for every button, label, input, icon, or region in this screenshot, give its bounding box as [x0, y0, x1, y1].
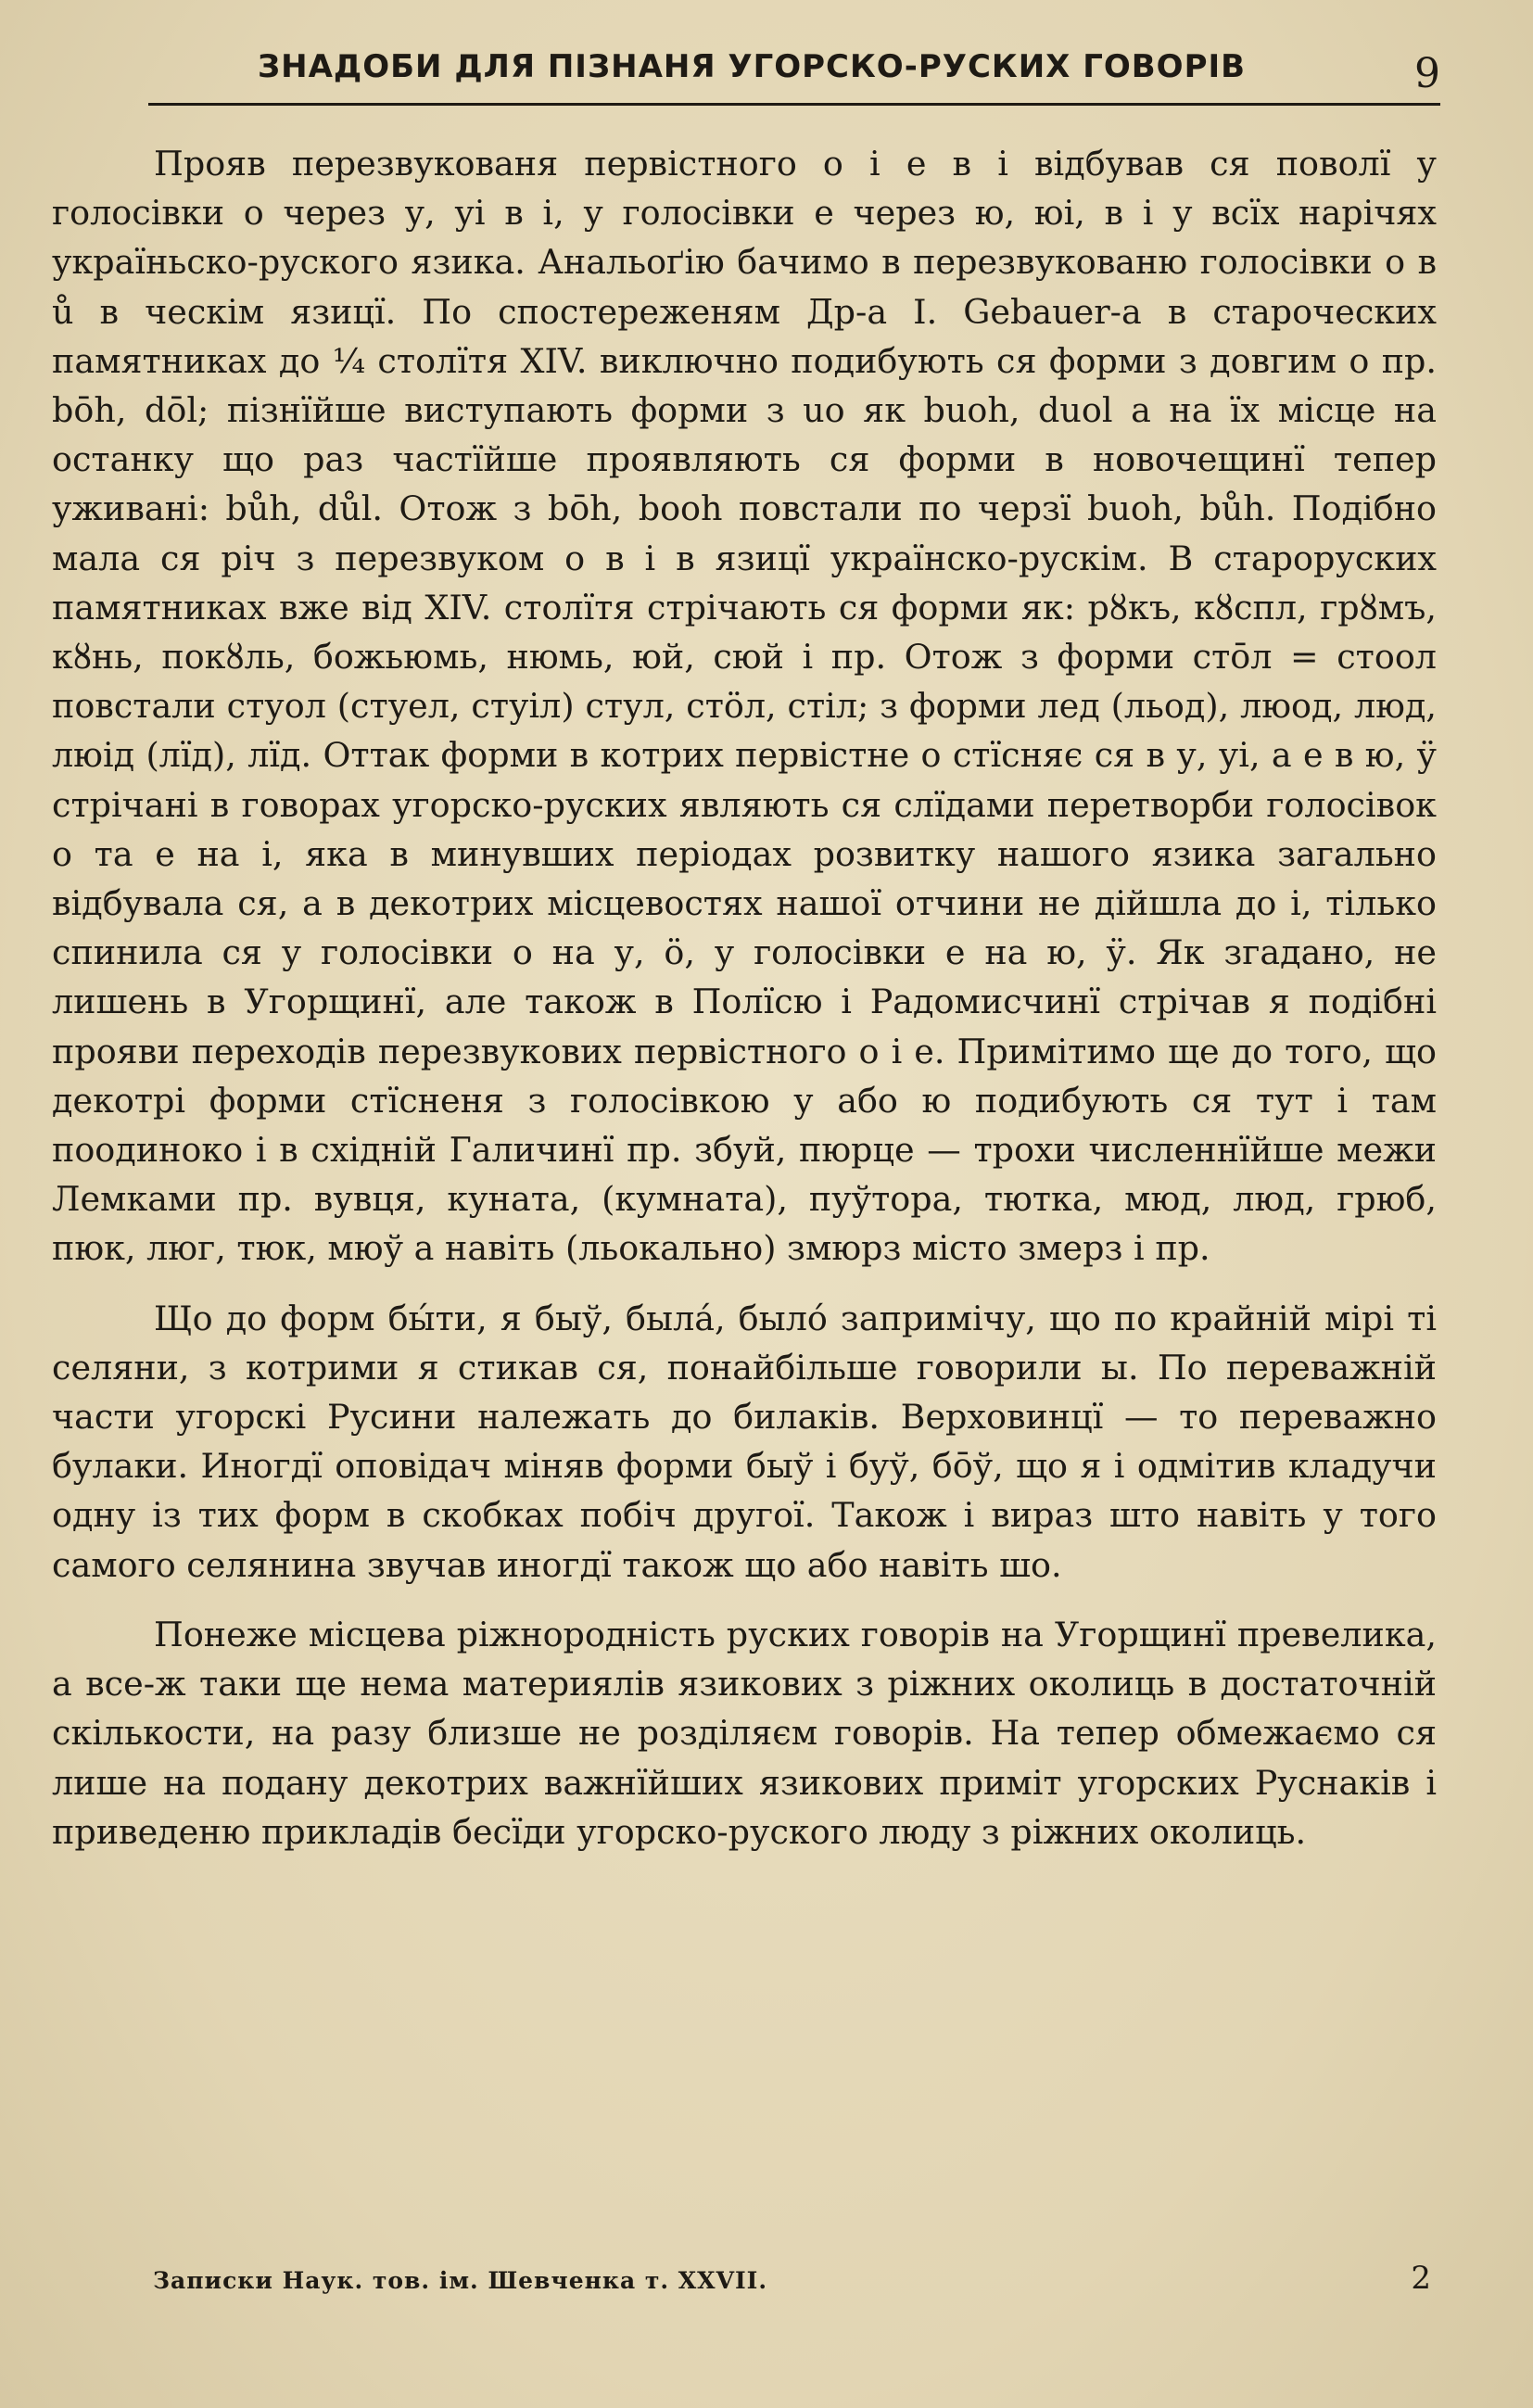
page-number: 9: [1414, 50, 1440, 97]
paragraph-3: Понеже місцева ріжнородність руских говорів на Угорщинї превелика, а все-ж таки ще нема материялів язикових з ріжних околиць в достаточній скількости, на разу близше не розділяєм говорів. На тепер обмежаємо ся лише на подану декотрих важнїйших язикових приміт угорских Руснаків і приведеню прикладів бесїди угорско-руского люду з ріжних околиць.: [52, 1614, 1437, 1852]
running-title: ЗНАДОБИ ДЛЯ ПІЗНАНЯ УГОРСКО-РУСКИХ ГОВОРІВ: [258, 48, 1247, 85]
page-footer: [153, 2260, 1440, 2306]
paragraph-1: Прояв перезвукованя первістного о і е в і відбував ся поволї у голосівки о через у, уі в і, у голосівки е через ю, юі, в і у всїх нарічях україньско-руского язика. Анальоґію бачимо в перезвукованю голосівки о в ů в ческім язицї. По спостереженям Др-а І. Gebauer-а в староческих памятниках до ¼ столїтя XIV. виключно подибують ся форми з довгим о пр. bōh, dōl; пізнїйше виступають форми з uo як buoh, duol а на їх місце на останку що раз частїйше проявляють ся форми в новочещинї тепер уживані: bůh, důl. Отож з bōh, booh повстали по черзї buoh, bůh. Подібно мала ся річ з перезвуком о в і в язицї українско-рускім. В староруских памятниках вже від XIV. столїтя стрічають ся форми як: рȣкъ, кȣспл, грȣмъ, кȣнь, покȣль, божьюмь, нюмь, юй, сюй і пр. Отож з форми стōл = стоол повстали стуол (стуел, стуіл) стул, стöл, стіл; з форми лед (льод), люод, люд, люід (лїд), лїд. Оттак форми в котрих первістне о стїсняє ся в у, уі, а е в ю, ӱ стрічані в говорах угорско-руских являють ся слїдами перетворби голосівок о та е на і, яка в минувших періодах розвитку нашого язика загально відбувала ся, а в декотрих місцевостях нашої отчини не дійшла до і, тілько спинила ся у голосівки о на у, ö, у голосівки е на ю, ӱ. Як згадано, не лишень в Угорщинї, але також в Полїсю і Радомисчинї стрічав я подібні прояви переходів перезвукових первістного о і е. Примітимо ще до того, що декотрі форми стїсненя з голосівкою у або ю подибують ся тут і там поодиноко і в східній Галичинї пр. збуй, пюрце — трохи численнїйше межи Лемками пр. вувця, куната, (кумната), пуўтора, тютка, мюд, люд, грюб, пюк, люг, тюк, мюў а навіть (льокально) змюрз місто змерз і пр.: [52, 144, 1437, 1269]
footer-source: Записки Наук. тов. ім. Шевченка т. XXVII.: [153, 2267, 768, 2294]
body-text: [52, 139, 1437, 1857]
paragraph-2: Що до форм бы́ти, я быў, была́, было́ запримічу, що по крайній мірі ті селяни, з котрими я стикав ся, понайбільше говорили ы. По переважній части угорскі Русини належать до билаків. Верховинцї — то переважно булаки. Иногдї оповідач міняв форми быў і буў, бōў, що я і одмітив кладучи одну із тих форм в скобках побіч другої. Також і вираз што навіть у того самого селянина звучав иногдї також що або навіть шо.: [52, 1298, 1437, 1585]
sheet-number: 2: [1411, 2260, 1431, 2297]
header-rule: [148, 103, 1440, 106]
running-header: [148, 39, 1440, 106]
